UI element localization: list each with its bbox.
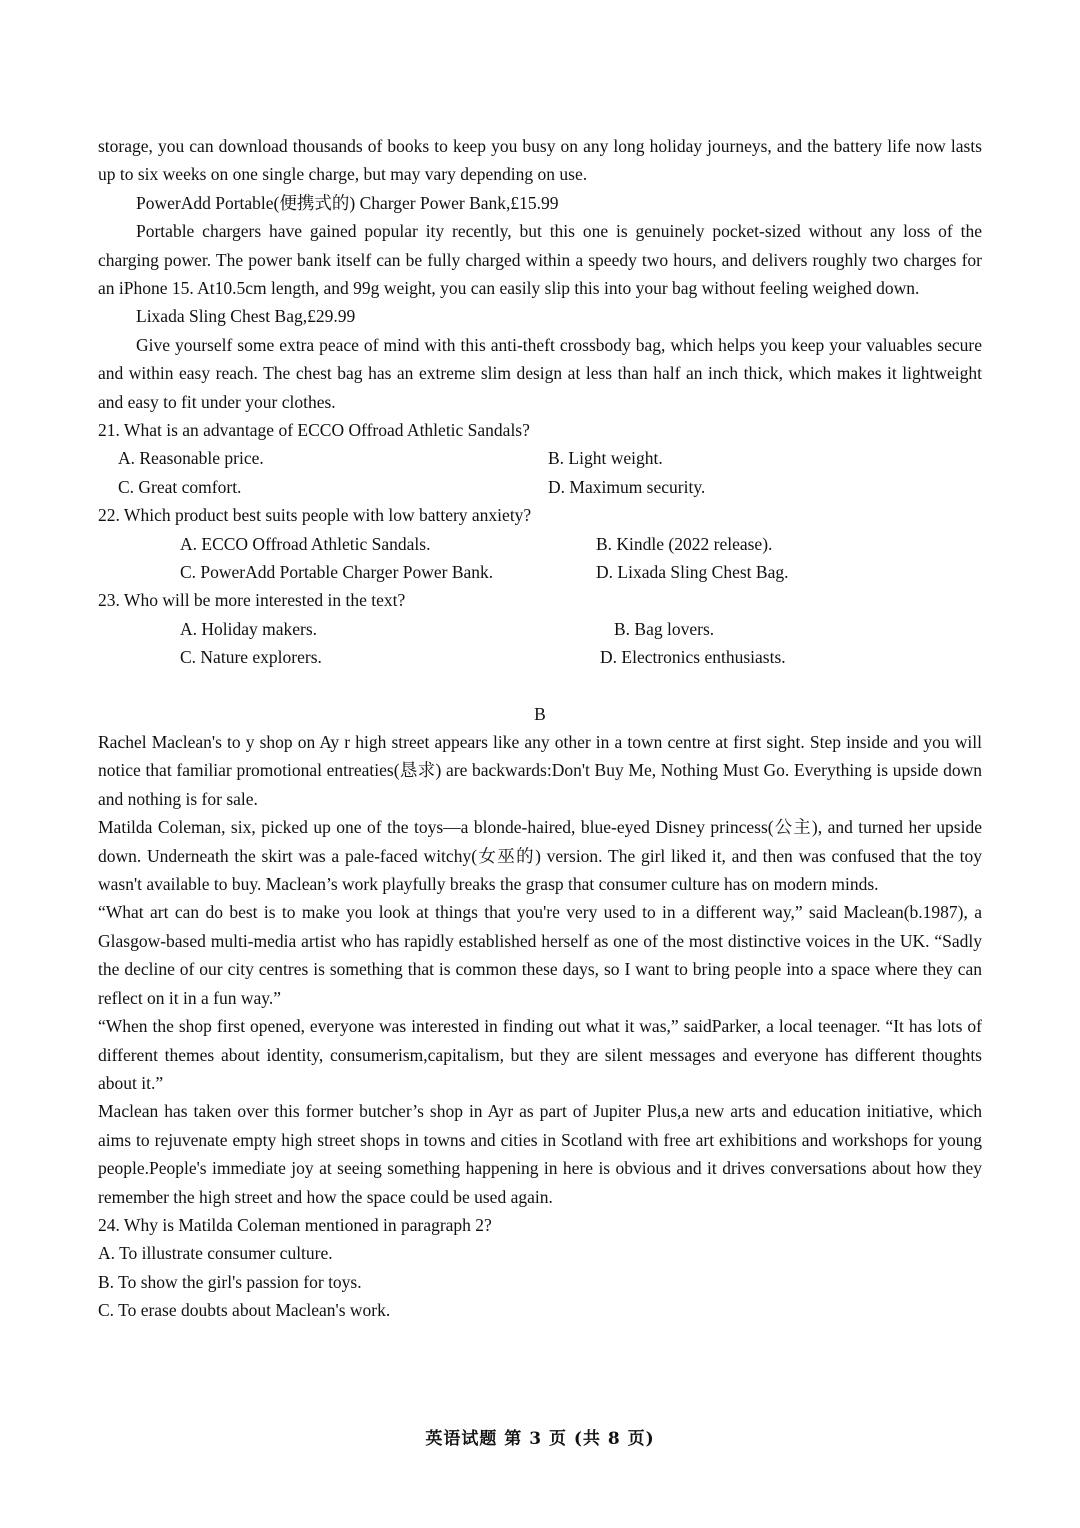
question-21-option-c: C. Great comfort. (118, 476, 242, 497)
question-21-options-row-1 (98, 444, 982, 472)
question-21-option-d: D. Maximum security. (548, 476, 706, 497)
question-22-options-row-1 (98, 530, 982, 558)
question-22-stem: 22. Which product best suits people with low battery anxiety? (98, 505, 532, 526)
question-23-option-a: A. Holiday makers. (180, 618, 318, 639)
section-b-paragraph-2: Matilda Coleman, six, picked up one of the toys—a blonde-haired, blue-eyed Disney princess(公主), and turned her upside down. Underneath the skirt was a pale-faced witchy(女巫的) version. The girl liked it, and then was confused that the toy wasn't available to buy. Maclean’s work playfully breaks the grasp that consumer culture has on modern minds. (98, 817, 982, 895)
question-22-option-c: C. PowerAdd Portable Charger Power Bank. (180, 562, 494, 583)
question-22-option-d: D. Lixada Sling Chest Bag. (596, 562, 789, 583)
question-22-option-a: A. ECCO Offroad Athletic Sandals. (180, 533, 431, 554)
question-24-option-c: C. To erase doubts about Maclean's work. (98, 1300, 391, 1321)
kindle-paragraph-tail: storage, you can download thousands of books to keep you busy on any long holiday journeys, and the battery life now lasts up to six weeks on one single charge, but may vary depending on use. (98, 136, 982, 185)
poweradd-heading: PowerAdd Portable(便携式的) Charger Power Bank,£15.99 (136, 192, 559, 213)
question-24-stem: 24. Why is Matilda Coleman mentioned in paragraph 2? (98, 1214, 492, 1235)
question-23-option-d: D. Electronics enthusiasts. (600, 647, 786, 668)
section-b-paragraph-4: “When the shop first opened, everyone was interested in finding out what it was,” saidParker, a local teenager. “It has lots of different themes about identity, consumerism,capitalism, but they are silent messages and everyone has different thoughts about it.” (98, 1016, 982, 1093)
section-b-label: B (534, 703, 546, 724)
section-b-paragraph-3: “What art can do best is to make you look at things that you're very used to in a different way,” said Maclean(b.1987), a Glasgow-based multi-media artist who has rapidly established herself as one of the most distinctive voices in the UK. “Sadly the decline of our city centres is something that is common these days, so I want to bring people into a space where they can reflect on it in a fun way.” (98, 902, 982, 1008)
question-23-options-row-2 (98, 643, 982, 671)
section-b-paragraph-5: Maclean has taken over this former butcher’s shop in Ayr as part of Jupiter Plus,a new arts and education initiative, which aims to rejuvenate empty high street shops in towns and cities in Scotland with free art exhibitions and workshops for young people.People's immediate joy at seeing something happening in here is obvious and it drives conversations about how they remember the high street and how the space could be used again. (98, 1101, 982, 1207)
poweradd-paragraph: Portable chargers have gained popular ity recently, but this one is genuinely pocket-sized without any loss of the charging power. The power bank itself can be fully charged within a speedy two hours, and delivers roughly two charges for an iPhone 15. At10.5cm length, and 99g weight, you can easily slip this into your bag without feeling weighed down. (98, 221, 982, 299)
question-24-option-a: A. To illustrate consumer culture. (98, 1243, 333, 1264)
question-21-option-a: A. Reasonable price. (118, 448, 264, 469)
question-23-stem: 23. Who will be more interested in the text? (98, 590, 406, 611)
question-22-option-b: B. Kindle (2022 release). (596, 533, 773, 554)
lixada-paragraph: Give yourself some extra peace of mind with this anti-theft crossbody bag, which helps you keep your valuables secure and within easy reach. The chest bag has an extreme slim design at less than half an inch thick, which makes it lightweight and easy to fit under your clothes. (98, 334, 982, 412)
section-b-paragraph-1: Rachel Maclean's to y shop on Ay r high street appears like any other in a town centre at first sight. Step inside and you will notice that familiar promotional entreaties(恳求) are backwards:Don't Buy Me, Nothing Must Go. Everything is upside down and nothing is for sale. (98, 732, 982, 809)
question-23-option-b: B. Bag lovers. (614, 618, 715, 639)
question-21-options-row-2 (98, 473, 982, 501)
question-21-stem: 21. What is an advantage of ECCO Offroad Athletic Sandals? (98, 420, 530, 441)
question-22-options-row-2 (98, 558, 982, 586)
question-24-option-b: B. To show the girl's passion for toys. (98, 1271, 362, 1292)
question-23-option-c: C. Nature explorers. (180, 647, 322, 668)
lixada-heading: Lixada Sling Chest Bag,£29.99 (136, 306, 356, 327)
question-23-options-row-1 (98, 615, 982, 643)
question-21-option-b: B. Light weight. (548, 448, 663, 469)
page-footer: 英语试题 第 3 页 (共 8 页) (425, 1429, 655, 1449)
exam-page-body (98, 132, 982, 1325)
